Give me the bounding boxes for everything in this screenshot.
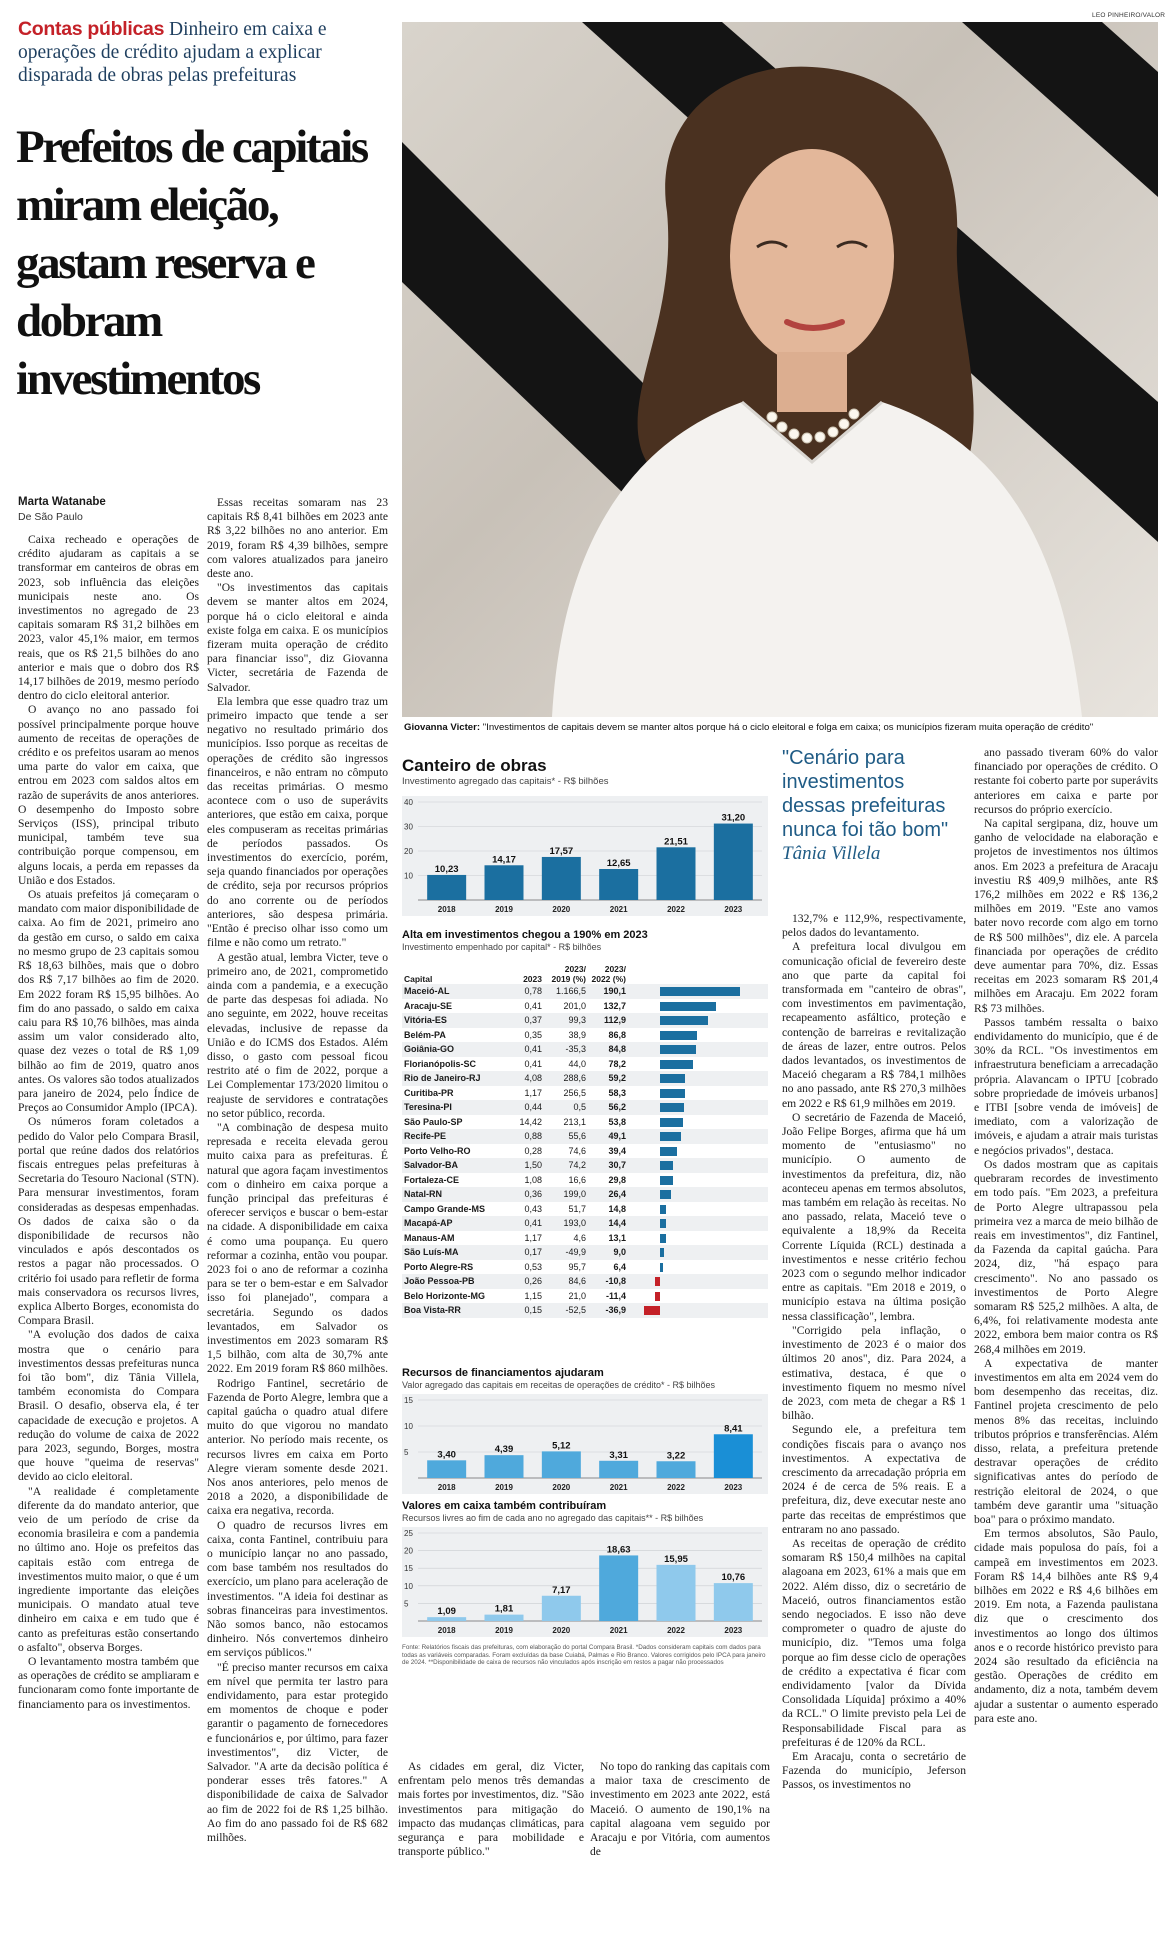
bar-cell <box>628 1144 768 1159</box>
data-label: 3,31 <box>609 1449 628 1461</box>
chart-background <box>402 1394 768 1494</box>
table-cell: 1,17 <box>524 1232 542 1243</box>
data-label: 31,20 <box>721 812 746 824</box>
bar <box>427 875 466 900</box>
table-cell: 0,41 <box>524 1058 542 1069</box>
table-row <box>402 984 768 999</box>
capital-name: Porto Alegre-RS <box>404 1261 474 1272</box>
paragraph: ano passado tiveram 60% do valor financiado por operações de crédito. O restante foi coberto parte por superávits anteriores em caixa e parte por recursos do próprio exercício. <box>974 746 1158 816</box>
x-tick-label: 2019 <box>495 1626 513 1635</box>
data-label: 3,22 <box>666 1450 686 1462</box>
paragraph: "A realidade é completamente diferente da do mandato anterior, que veio de um período de crise da economia brasileira e com a pandemia no último ano. Hoje os prefeitos das capitais estão com entrega de investimentos muito maior, o que é um ingrediente importante das eleições municipais. O mandato atual teve dinheiro em caixa e em tudo que é canto as prefeituras estão consertando o asfalto", observa Borges. <box>18 1484 199 1654</box>
table-cell: 38,9 <box>568 1029 586 1040</box>
data-label: 10,23 <box>434 863 459 875</box>
capital-name: Belo Horizonte-MG <box>404 1290 485 1301</box>
paragraph: As cidades em geral, diz Victer, enfrentam pelo menos três demandas mais fortes por investimentos, diz. "São investimentos para mitigação do impacto das mudanças climáticas, para segurança e para mobilidade e transporte público." <box>398 1760 584 1859</box>
table-cell: 44,0 <box>568 1058 586 1069</box>
table-cell: 0,41 <box>524 1000 542 1011</box>
table-cell: 0,35 <box>524 1029 542 1040</box>
table-row <box>402 1028 768 1043</box>
table-cell: 199,0 <box>544 1187 588 1202</box>
bar-cell <box>628 1260 768 1275</box>
bar-cell <box>628 1115 768 1130</box>
paragraph: "Corrigido pela inflação, o investimento de 2023 é o maior dos últimos 20 anos", diz. Para 2024, a estimativa, destaca, é que o investimento fiquem no mesmo nível de 2023, com meta de chegar a R$ 1 bilhão. <box>782 1323 966 1423</box>
data-label: 1,09 <box>437 1606 456 1618</box>
y-tick-label: 10 <box>404 1422 413 1431</box>
table-cell: 74,2 <box>544 1158 588 1173</box>
y-tick-label: 30 <box>404 822 413 832</box>
article-column-1 <box>18 533 199 1926</box>
data-label: 17,57 <box>549 845 574 857</box>
capital-name: Curitiba-PR <box>404 1087 454 1098</box>
column-header: 2023/ 2022 (%) <box>591 964 626 984</box>
table-row <box>402 1187 768 1202</box>
x-tick-label: 2019 <box>495 905 513 914</box>
paragraph: 132,7% e 112,9%, respectivamente, pelos dados do levantamento. <box>782 912 966 940</box>
y-tick-label: 10 <box>404 871 413 881</box>
author: Marta Watanabe <box>18 496 106 508</box>
growth-bar <box>660 1118 683 1127</box>
table-row <box>402 1057 768 1072</box>
bar-cell <box>628 1274 768 1289</box>
capital-name: Campo Grande-MS <box>404 1203 486 1214</box>
table-cell: 30,7 <box>588 1158 628 1173</box>
table-header-row <box>402 958 768 984</box>
x-tick-label: 2021 <box>609 1483 628 1492</box>
paragraph: Caixa recheado e operações de crédito ajudaram as capitais a se transformar em canteiros de obras em 2023, sob influência das eleições municipais neste ano. Os investimentos no agregado de 23 capitais somaram R$ 31,2 bilhões em 2023, valor 45,1% maior, em termos reais, que os R$ 21,5 bilhões do ano anterior e mais que o dobro dos R$ 14,17 bilhões de 2019, mesmo período dentro do ciclo eleitoral anterior. <box>18 533 199 703</box>
data-label: 4,39 <box>494 1444 514 1456</box>
data-label: 1,81 <box>494 1603 514 1615</box>
paragraph: A gestão atual, lembra Victer, teve o primeiro ano, de 2021, comprometido ainda com a pandemia, e a execução de parte das despesas foi adiada. No ano seguinte, em 2022, houve receitas elevadas, inclusive de repasse da União e do ICMS dos Estados. Além disso, o gasto com pessoal ficou restrito até o fim de 2022, porque a Lei Complementar 173/2020 limitou o reajuste de servidores e contratações no setor público, recorda. <box>207 950 388 1120</box>
paragraph: "A combinação de despesa muito represada e receita elevada gerou muito caixa para as prefeituras. É natural que agora façam investimentos com o dinheiro em caixa porque a função principal das prefeituras é oferecer serviços e buscar o bem-estar na cidade. A disponibilidade em caixa é como uma poupança. Eu quero reformar a cozinha, então vou poupar. 2023 foi o ano de reformar a cozinha para se ter o bem-estar e em Salvador isso foi planejado", compara a secretária. Segundo os dados levantados, em Salvador os investimentos em 2023 somaram R$ 1,5 bilhão, com alta de 30,7% ante 2022. Em 2019 foram R$ 860 milhões. <box>207 1120 388 1376</box>
portrait-photo <box>402 22 1158 717</box>
table-cell: 4,08 <box>510 1071 544 1086</box>
bar-cell <box>628 1303 768 1318</box>
table-cell: 49,1 <box>588 1129 628 1144</box>
paragraph: O secretário de Fazenda de Maceió, João Felipe Borges, afirma que há um momento de "entusiasmo" no município. O aumento de investimentos da prefeitura, diz, não aconteceu apenas em termos absolutos, mas também em relação às receitas. No ano passado, relata, Maceió teve o equivalente a 18,9% da Receita Corrente Líquida (RCL) destinada a investimentos e nesse critério fechou 2023 com o segundo melhor indicador entre as capitais. "Em 2018 e 2019, o município estava na última posição nessa classificação", lembra. <box>782 1110 966 1323</box>
data-label: 8,41 <box>724 1423 743 1435</box>
bar-cell <box>628 1289 768 1304</box>
article-column-4 <box>782 912 966 1926</box>
x-tick-label: 2023 <box>724 905 743 914</box>
table-cell: 9,0 <box>588 1245 628 1260</box>
table-cell: 39,4 <box>608 1145 626 1156</box>
capital-name: Natal-RN <box>402 1187 510 1202</box>
pull-quote <box>782 746 972 866</box>
table-cell: 29,8 <box>608 1174 626 1185</box>
table-cell: 201,0 <box>563 1000 586 1011</box>
growth-bar <box>660 1190 671 1199</box>
capital-name: Fortaleza-CE <box>404 1174 460 1185</box>
x-tick-label: 2023 <box>724 1626 743 1635</box>
chart4-title: Valores em caixa também contribuíram <box>402 1500 607 1512</box>
bar-cell <box>628 1129 768 1144</box>
data-label: 10,76 <box>721 1572 746 1584</box>
table-cell: 86,8 <box>608 1029 626 1040</box>
table-cell: -52,5 <box>544 1303 588 1318</box>
table-cell: -35,3 <box>544 1042 588 1057</box>
growth-bar <box>660 1147 677 1156</box>
chart3-subtitle: Valor agregado das capitais em receitas de operações de crédito* - R$ bilhões <box>402 1380 716 1390</box>
paragraph: "É preciso manter recursos em caixa em nível que permita ter lastro para endividamento, para estar protegido em momentos de choque e poder garantir o pagamento de fornecedores e funcionários e, por último, para fazer investimentos", diz Victer, de Salvador. "A arte da decisão política é ponderar esses três fatores." A disponibilidade de caixa de Salvador ao fim de 2022 foi de R$ 1,25 bilhão. Ao fim do ano passado foi de R$ 682 milhões. <box>207 1660 388 1845</box>
table-cell: 0,15 <box>510 1303 544 1318</box>
data-label: 15,95 <box>664 1553 688 1565</box>
table-cell: 55,6 <box>544 1129 588 1144</box>
capital-name: Vitória-ES <box>402 1013 510 1028</box>
bar-cell <box>628 1028 768 1043</box>
table-cell: 84,8 <box>588 1042 628 1057</box>
decline-bar <box>644 1306 660 1315</box>
chart4-subtitle: Recursos livres ao fim de cada ano no agregado das capitais** - R$ bilhões <box>402 1513 704 1523</box>
y-tick-label: 15 <box>404 1564 413 1574</box>
table-row <box>402 1115 768 1130</box>
table-cell: 193,0 <box>544 1216 588 1231</box>
bar <box>542 857 581 900</box>
portrait-illustration <box>402 22 1158 717</box>
growth-bar <box>660 1074 685 1083</box>
capital-name: Belém-PA <box>404 1029 446 1040</box>
x-tick-label: 2020 <box>552 1483 571 1492</box>
table-cell: 0,17 <box>510 1245 544 1260</box>
table-cell: 1,17 <box>524 1087 542 1098</box>
table-cell: 0,36 <box>510 1187 544 1202</box>
chart3-bar-chart <box>402 1394 768 1494</box>
bar <box>485 865 524 900</box>
table-cell: 51,7 <box>568 1203 586 1214</box>
table-cell: 99,3 <box>544 1013 588 1028</box>
table-cell: 16,6 <box>568 1174 586 1185</box>
y-tick-label: 10 <box>404 1581 413 1591</box>
bar <box>657 1565 696 1621</box>
bar-cell <box>628 1202 768 1217</box>
table-cell: 1,50 <box>510 1158 544 1173</box>
article-column-5 <box>974 746 1158 1926</box>
table-cell: 0,44 <box>510 1100 544 1115</box>
chart1-bar-chart <box>402 796 768 916</box>
bar-cell <box>628 1071 768 1086</box>
bar <box>714 1434 753 1478</box>
growth-bar <box>660 1176 673 1185</box>
paragraph: "A evolução dos dados de caixa mostra que o cenário para investimentos dessas prefeituras nunca foi tão bom", diz Tânia Villela, também economista do Compara Brasil. O desafio, observa ela, é ter capacidade de execução e projetos. A redução do volume de caixa de 2022 para 2023, segundo, Borges, mostra que houve "queima de reservas" devido ao ciclo eleitoral. <box>18 1328 199 1484</box>
y-tick-label: 15 <box>404 1396 413 1405</box>
bar-cell <box>628 1187 768 1202</box>
table-cell: 0,43 <box>524 1203 542 1214</box>
table-cell: 56,2 <box>588 1100 628 1115</box>
table-cell: -11,4 <box>605 1290 626 1301</box>
table-cell: 58,3 <box>608 1087 626 1098</box>
growth-bar <box>660 1219 666 1228</box>
paragraph: No topo do ranking das capitais com a maior taxa de crescimento de investimento em 2023 ante 2022, está Maceió. O aumento de 190,1% na capital alagoana vem seguido por Aracaju e por Vitória, com aumentos de <box>590 1760 770 1859</box>
table-cell: 13,1 <box>608 1232 626 1243</box>
bar-cell <box>628 1057 768 1072</box>
data-label: 21,51 <box>664 836 688 848</box>
chart1-title: Canteiro de obras <box>402 756 547 775</box>
table-row <box>402 1144 768 1159</box>
table-cell: 21,0 <box>568 1290 586 1301</box>
data-label: 7,17 <box>552 1584 571 1596</box>
table-cell: 84,6 <box>544 1274 588 1289</box>
caption-text: "Investimentos de capitais devem se manter altos porque há o ciclo eleitoral e folga em caixa; os municípios fizeram muita operação de crédito" <box>482 722 1094 733</box>
paragraph: Na capital sergipana, diz, houve um ganho de velocidade na elaboração e projetos de investimentos nos últimos anos. Em 2023 a prefeitura de Aracaju investiu R$ 409,9 milhões, ante R$ 176,2 milhões em 2022 e R$ 136,2 milhões em 2019. "Este ano vamos bater novo recorde com algo em torno de R$ 500 milhões", diz ele. A parcela financiada por operações de crédito deve aumentar para 70%, diz. Essas receitas em 2023 somaram R$ 201,4 milhões em Aracaju. Em 2022 foram R$ 73 milhões. <box>974 817 1158 1015</box>
column-header: 2023/ 2019 (%) <box>551 964 586 984</box>
data-label: 5,12 <box>552 1440 571 1452</box>
data-label: 3,40 <box>437 1449 456 1461</box>
table-cell: 14,8 <box>608 1203 626 1214</box>
paragraph: Os números foram coletados a pedido do Valor pelo Compara Brasil, portal que reúne dados dos relatórios fiscais entregues pelas prefeituras à Secretaria do Tesouro Nacional (STN). Para mensurar investimentos, foram consideradas as despesas empenhadas. Os dados de caixa são o da disponibilidade de recursos não vinculados e após descontados os restos a pagar não processados. O critério foi usado para refletir de forma mais conservadora os recursos livres, explica Alberto Borges, economista do Compara Brasil. <box>18 1115 199 1328</box>
table-cell: 0,37 <box>510 1013 544 1028</box>
ranking-table <box>402 958 768 1318</box>
table-cell: -10,8 <box>588 1274 628 1289</box>
capital-name: Maceió-AL <box>402 984 510 999</box>
paragraph: As receitas de operação de crédito somaram R$ 150,4 milhões na capital alagoana em 2023, 61% a mais que em 2022. Além disso, diz o secretário de Maceió, outros financiamentos estão sendo negociados. E isso não deve comprometer o quadro de ajuste do município, diz. "Temos uma folga porque ao fim desse ciclo de operações de crédito a expectativa é ficar com endividamento [valor da Dívida Consolidada Líquida] próximo a 40% da RCL." O limite previsto pela Lei de Responsabilidade Fiscal para as prefeituras é de 120% da RCL. <box>782 1536 966 1749</box>
bar-cell <box>628 999 768 1014</box>
table-cell: 1,15 <box>524 1290 542 1301</box>
x-tick-label: 2019 <box>495 1483 513 1492</box>
data-label: 14,17 <box>492 854 516 866</box>
bar <box>485 1455 524 1478</box>
growth-bar <box>660 1132 681 1141</box>
paragraph: Os dados mostram que as capitais quebraram recordes de investimento em todo país. "Em 2023, a prefeitura de Porto Alegre ultrapassou pela primeira vez a marca de meio bilhão de reais em investimentos", diz Fantinel, da Fazenda da capital gaúcha. Para 2024, diz, "há espaço para crescimento". No ano passado os investimentos de Porto Alegre somaram R$ 525,2 milhões. A alta, de 6,4%, foi relativamente modesta ante 2022, embora bem maior contra os R$ 268,4 milhões em 2019. <box>974 1157 1158 1356</box>
bar-cell <box>628 1173 768 1188</box>
bar <box>657 1461 696 1478</box>
growth-bar <box>660 1234 666 1243</box>
x-tick-label: 2018 <box>437 1626 456 1635</box>
capital-name: Recife-PE <box>402 1129 510 1144</box>
table-row <box>402 1158 768 1173</box>
growth-bar <box>660 1248 664 1257</box>
column-header: Capital <box>404 974 433 984</box>
capital-name: Manaus-AM <box>404 1232 455 1243</box>
table-row <box>402 1013 768 1028</box>
table-cell: -36,9 <box>588 1303 628 1318</box>
table-row <box>402 1303 768 1318</box>
capital-name: Boa Vista-RR <box>402 1303 510 1318</box>
capital-name: João Pessoa-PB <box>402 1274 510 1289</box>
data-label: 18,63 <box>606 1544 631 1556</box>
growth-bar <box>660 1263 663 1272</box>
table-cell: 4,6 <box>573 1232 586 1243</box>
table-cell: 112,9 <box>588 1013 628 1028</box>
capital-name: Florianópolis-SC <box>404 1058 476 1069</box>
x-tick-label: 2023 <box>724 1483 743 1492</box>
bar <box>485 1615 524 1621</box>
bar <box>427 1460 466 1478</box>
bar <box>427 1617 466 1621</box>
table-row <box>402 999 768 1014</box>
bar <box>599 869 638 900</box>
bar-cell <box>628 1100 768 1115</box>
table-cell: 1.166,5 <box>544 984 588 999</box>
capital-name: Macapá-AP <box>402 1216 510 1231</box>
paragraph: O quadro de recursos livres em caixa, conta Fantinel, contribuiu para o município lançar no ano passado, com base também nos resultados do exercício, um plano para aceleração de investimentos. "A ideia foi destinar as sobras financeiras para investimentos. Não somos banco, não estocamos dinheiro. Nós convertemos dinheiro em serviços públicos." <box>207 1518 388 1660</box>
capital-name: Teresina-PI <box>402 1100 510 1115</box>
chart1-subtitle: Investimento agregado das capitais* - R$ bilhões <box>402 776 609 787</box>
growth-bar <box>660 1161 673 1170</box>
bar <box>714 824 753 900</box>
data-label: 12,65 <box>606 858 631 870</box>
y-tick-label: 5 <box>404 1448 409 1457</box>
paragraph: O levantamento mostra também que as operações de crédito se ampliaram e funcionaram como fonte importante de financiamento para os investimentos. <box>18 1655 199 1711</box>
table-cell: 74,6 <box>568 1145 586 1156</box>
table-title: Alta em investimentos chegou a 190% em 2023 <box>402 929 648 941</box>
decline-bar <box>655 1277 660 1286</box>
photo-credit: LEO PINHEIRO/VALOR <box>1092 12 1166 19</box>
kicker <box>18 18 398 87</box>
table-cell: 59,2 <box>588 1071 628 1086</box>
paragraph: Passos também ressalta o baixo endividamento do município, que é de 30% da RCL. "Os investimentos em infraestrutura beneficiam a arrecadação própria. Alavancam o IPTU [cobrado sobre propriedade de imóveis urbanos] e ITBI [sobre venda de imóveis] de imediato, com a valorização de imóveis, e ajudam a atrair mais turistas e negócios privados", destaca. <box>974 1015 1158 1157</box>
bar-cell <box>628 1158 768 1173</box>
table-cell: 0,41 <box>510 1216 544 1231</box>
table-cell: 132,7 <box>603 1000 626 1011</box>
x-tick-label: 2022 <box>667 1483 685 1492</box>
table-row <box>402 1086 768 1101</box>
table-row <box>402 1071 768 1086</box>
x-tick-label: 2022 <box>667 905 685 914</box>
table-cell: -49,9 <box>544 1245 588 1260</box>
x-tick-label: 2020 <box>552 905 571 914</box>
table-cell: 95,7 <box>568 1261 586 1272</box>
table-subtitle: Investimento empenhado por capital* - R$ bilhões <box>402 942 602 952</box>
paragraph: "Os investimentos das capitais devem se manter altos em 2024, porque há o ciclo eleitoral e ainda existe folga em caixa. E os municípios fizeram muita operação de crédito para financiar isso", diz Giovanna Victer, secretária de Fazenda de Salvador. <box>207 581 388 694</box>
table-cell: 6,4 <box>613 1261 626 1272</box>
bar-column-header <box>628 958 768 984</box>
author-location: De São Paulo <box>18 511 83 523</box>
table-row <box>402 1202 768 1217</box>
article-column-2 <box>207 496 388 1926</box>
table-row <box>402 1100 768 1115</box>
ranking-table-grid <box>402 958 768 1318</box>
x-tick-label: 2021 <box>609 905 628 914</box>
caption-name: Giovanna Victer: <box>404 722 481 733</box>
sources-note: Fonte: Relatórios fiscais das prefeituras, com elaboração do portal Compara Brasil. *Dados consideram capitais com dados para todas as variáveis comparadas. Foram excluídas da base Cuiabá, Palmas e Rio Branco. Valores corrigidos pelo IPCA para janeiro de 2024. **Disponibilidade de caixa de recursos não vinculados após inscrição em restos a pagar não processados <box>402 1644 766 1667</box>
section-tag[interactable]: Contas públicas <box>18 18 165 40</box>
bar-cell <box>628 1013 768 1028</box>
capital-name: Goiânia-GO <box>402 1042 510 1057</box>
growth-bar <box>660 1045 696 1054</box>
table-row <box>402 1042 768 1057</box>
table-cell: 0,53 <box>524 1261 542 1272</box>
growth-bar <box>660 1060 693 1069</box>
pull-quote-author: Tânia Villela <box>782 843 881 864</box>
y-tick-label: 5 <box>404 1599 409 1609</box>
photo-caption <box>404 722 1160 734</box>
y-tick-label: 20 <box>404 847 413 856</box>
paragraph: A prefeitura local divulgou em comunicação oficial de fevereiro deste ano que parte da capital foi transformada em "canteiro de obras", com investimentos em pavimentação, recapeamento asfáltico, proteção e contenção de barreiras e revitalização de áreas de lazer, entre outros. Pelos dados levantados, os investimentos de Maceió chegaram a R$ 784,1 milhões no ano passado, ante R$ 270,3 milhões em 2022 e R$ 61,9 milhões em 2019. <box>782 940 966 1110</box>
table-cell: 0,5 <box>544 1100 588 1115</box>
table-cell: 213,1 <box>563 1116 586 1127</box>
table-row <box>402 1260 768 1275</box>
growth-bar <box>660 1031 697 1040</box>
bar-cell <box>628 1231 768 1246</box>
paragraph: Rodrigo Fantinel, secretário de Fazenda de Porto Alegre, lembra que a capital gaúcha o quadro atual difere muito do que vigorou no mandato anterior. No período mais recente, os recursos livres em caixa em Porto Alegre vieram somente desde 2021. Nos anos anteriores, pelo menos de 2018 a 2020, a disponibilidade de caixa era negativa, recorda. <box>207 1376 388 1518</box>
table-cell: 288,6 <box>544 1071 588 1086</box>
column-header: 2023 <box>523 974 542 984</box>
headline: Prefeitos de capitais miram eleição, gastam reserva e dobram investimentos <box>16 121 367 405</box>
bar-cell <box>628 1245 768 1260</box>
paragraph: O avanço no ano passado foi possível principalmente porque houve aumento de receitas de operações de crédito e os prefeitos usaram ao menos uma parte do valor em caixa, que entrou em 2023 com saldos altos em razão de superávits de anos anteriores. O desempenho do Imposto sobre Serviços (ISS), principal tributo municipal, também teve sua contribuição porque compensou, em alguns locais, a perda em repasses da União e dos Estados. <box>18 703 199 887</box>
capital-name: Porto Velho-RO <box>404 1145 471 1156</box>
growth-bar <box>660 987 740 996</box>
growth-bar <box>660 1103 684 1112</box>
x-tick-label: 2020 <box>552 1626 571 1635</box>
table-cell: 78,2 <box>608 1058 626 1069</box>
capital-name: Rio de Janeiro-RJ <box>402 1071 510 1086</box>
paragraph: Essas receitas somaram nas 23 capitais R$ 8,41 bilhões em 2023 ante R$ 3,22 bilhões no ano anterior. Em 2019, foram R$ 4,39 bilhões, sempre com valores atualizados para janeiro deste ano. <box>207 496 388 581</box>
growth-bar <box>660 1205 666 1214</box>
decline-bar <box>655 1292 660 1301</box>
bar <box>714 1583 753 1621</box>
growth-bar <box>660 1002 716 1011</box>
table-row <box>402 1245 768 1260</box>
table-cell: 1,08 <box>524 1174 542 1185</box>
bar-cell <box>628 1216 768 1231</box>
table-cell: 0,88 <box>510 1129 544 1144</box>
paragraph: Em termos absolutos, São Paulo, cidade mais populosa do país, foi a campeã em investimentos em 2023. Foram R$ 14,4 bilhões ante R$ 9,4 bilhões em 2022 e R$ 4,6 bilhões em 2019. Em nota, a Fazenda paulistana diz que o crescimento dos investimentos ao longo dos últimos anos e o recorde histórico previsto para 2024 são resultado da eficiência na gestão. Operações de crédito em andamento, diz a nota, também devem ajudar a sustentar o aumento esperado para este ano. <box>974 1527 1158 1725</box>
paragraph: Ela lembra que esse quadro traz um primeiro impacto que tende a ser negativo no resultado primário dos municípios. Isso porque as receitas de operações de crédito são ingressos financeiros, e não entram no cômputo das receitas primárias. O mesmo acontece com o uso de superávits anteriores, que estão em caixa, porque eles compuseram as receitas primárias de períodos passados. Os investimentos do exercício, porém, seja quando financiados por operações de crédito, seja por recursos próprios do ano corrente ou de períodos anteriores, são despesa primária. "Então é preciso olhar isso como um filme e não como um retrato." <box>207 694 388 950</box>
table-row <box>402 1216 768 1231</box>
table-cell: 0,28 <box>524 1145 542 1156</box>
capital-name: São Luís-MA <box>402 1245 510 1260</box>
capital-name: São Paulo-SP <box>404 1116 463 1127</box>
bar <box>542 1596 581 1621</box>
x-tick-label: 2018 <box>437 905 456 914</box>
table-cell: 0,41 <box>510 1042 544 1057</box>
y-tick-label: 25 <box>404 1529 413 1538</box>
bar <box>657 847 696 900</box>
table-row <box>402 1274 768 1289</box>
table-cell: 0,26 <box>510 1274 544 1289</box>
x-tick-label: 2022 <box>667 1626 685 1635</box>
paragraph: Em Aracaju, conta o secretário de Fazenda do município, Jeferson Passos, os investimentos no <box>782 1749 966 1792</box>
capital-name: Aracaju-SE <box>404 1000 453 1011</box>
y-tick-label: 40 <box>404 798 413 807</box>
paragraph: Segundo ele, a prefeitura tem condições fiscais para o avanço nos investimentos. A expectativa de crescimento da arrecadação própria em 2024 é de cerca de 5% reais. E a prefeitura, diz, deve executar neste ano parte das receitas de empréstimos que entraram no ano passado. <box>782 1423 966 1536</box>
table-cell: 26,4 <box>588 1187 628 1202</box>
bar <box>599 1555 638 1621</box>
table-cell: 14,4 <box>588 1216 628 1231</box>
table-row <box>402 1129 768 1144</box>
bar <box>599 1461 638 1478</box>
bar-cell <box>628 984 768 999</box>
x-tick-label: 2021 <box>609 1626 628 1635</box>
table-cell: 53,8 <box>608 1116 626 1127</box>
paragraph: Os atuais prefeitos já começaram o mandato com maior disponibilidade de caixa. Ao fim de 2021, primeiro ano da gestão em curso, o saldo em caixa no mesmo grupo de 23 capitais somou R$ 18,63 bilhões, mais que o dobro dos R$ 7,17 bilhões ao fim de 2020. Em 2022 foram R$ 15,95 bilhões. Ao fim do ano passado, o saldo em caixa caiu para R$ 10,76 bilhões, mas ainda assim um valor considerado alto, quase dez vezes o total de R$ 1,09 bilhão ao fim de 2019, quatro anos antes. Os valores são todos atualizados para janeiro de 2024, pelo Índice de Preços ao Consumidor Amplo (IPCA). <box>18 888 199 1115</box>
bar-cell <box>628 1086 768 1101</box>
infographic <box>402 748 768 1890</box>
table-row <box>402 1231 768 1246</box>
table-cell: 14,42 <box>519 1116 542 1127</box>
paragraph: A expectativa de manter investimentos em alta em 2024 vem do bom desempenho das receitas, diz. Fantinel projeta crescimento de pelo menos 8% das receitas, incluindo tributos próprios e transferências. Além disso, relata, a prefeitura pretende destravar operações de crédito significativas antes do período de restrição eleitoral de 2024, o que também deve garantir uma "situação boa" para o próximo mandato. <box>974 1356 1158 1526</box>
pull-quote-text: "Cenário para investimentos dessas prefeituras nunca foi tão bom" <box>782 747 949 841</box>
table-cell: 0,78 <box>510 984 544 999</box>
chart4-bar-chart <box>402 1527 768 1637</box>
table-row <box>402 1289 768 1304</box>
capital-name: Salvador-BA <box>402 1158 510 1173</box>
bar <box>542 1451 581 1478</box>
growth-bar <box>660 1016 708 1025</box>
chart3-title: Recursos de financiamentos ajudaram <box>402 1367 604 1379</box>
kicker-text: Dinheiro em caixa e operações de crédito ajudam a explicar disparada de obras pelas prefeituras <box>18 19 327 86</box>
table-cell: 256,5 <box>563 1087 586 1098</box>
y-tick-label: 20 <box>404 1546 413 1556</box>
x-tick-label: 2018 <box>437 1483 456 1492</box>
bar-cell <box>628 1042 768 1057</box>
table-cell: 190,1 <box>588 984 628 999</box>
growth-bar <box>660 1089 685 1098</box>
table-row <box>402 1173 768 1188</box>
